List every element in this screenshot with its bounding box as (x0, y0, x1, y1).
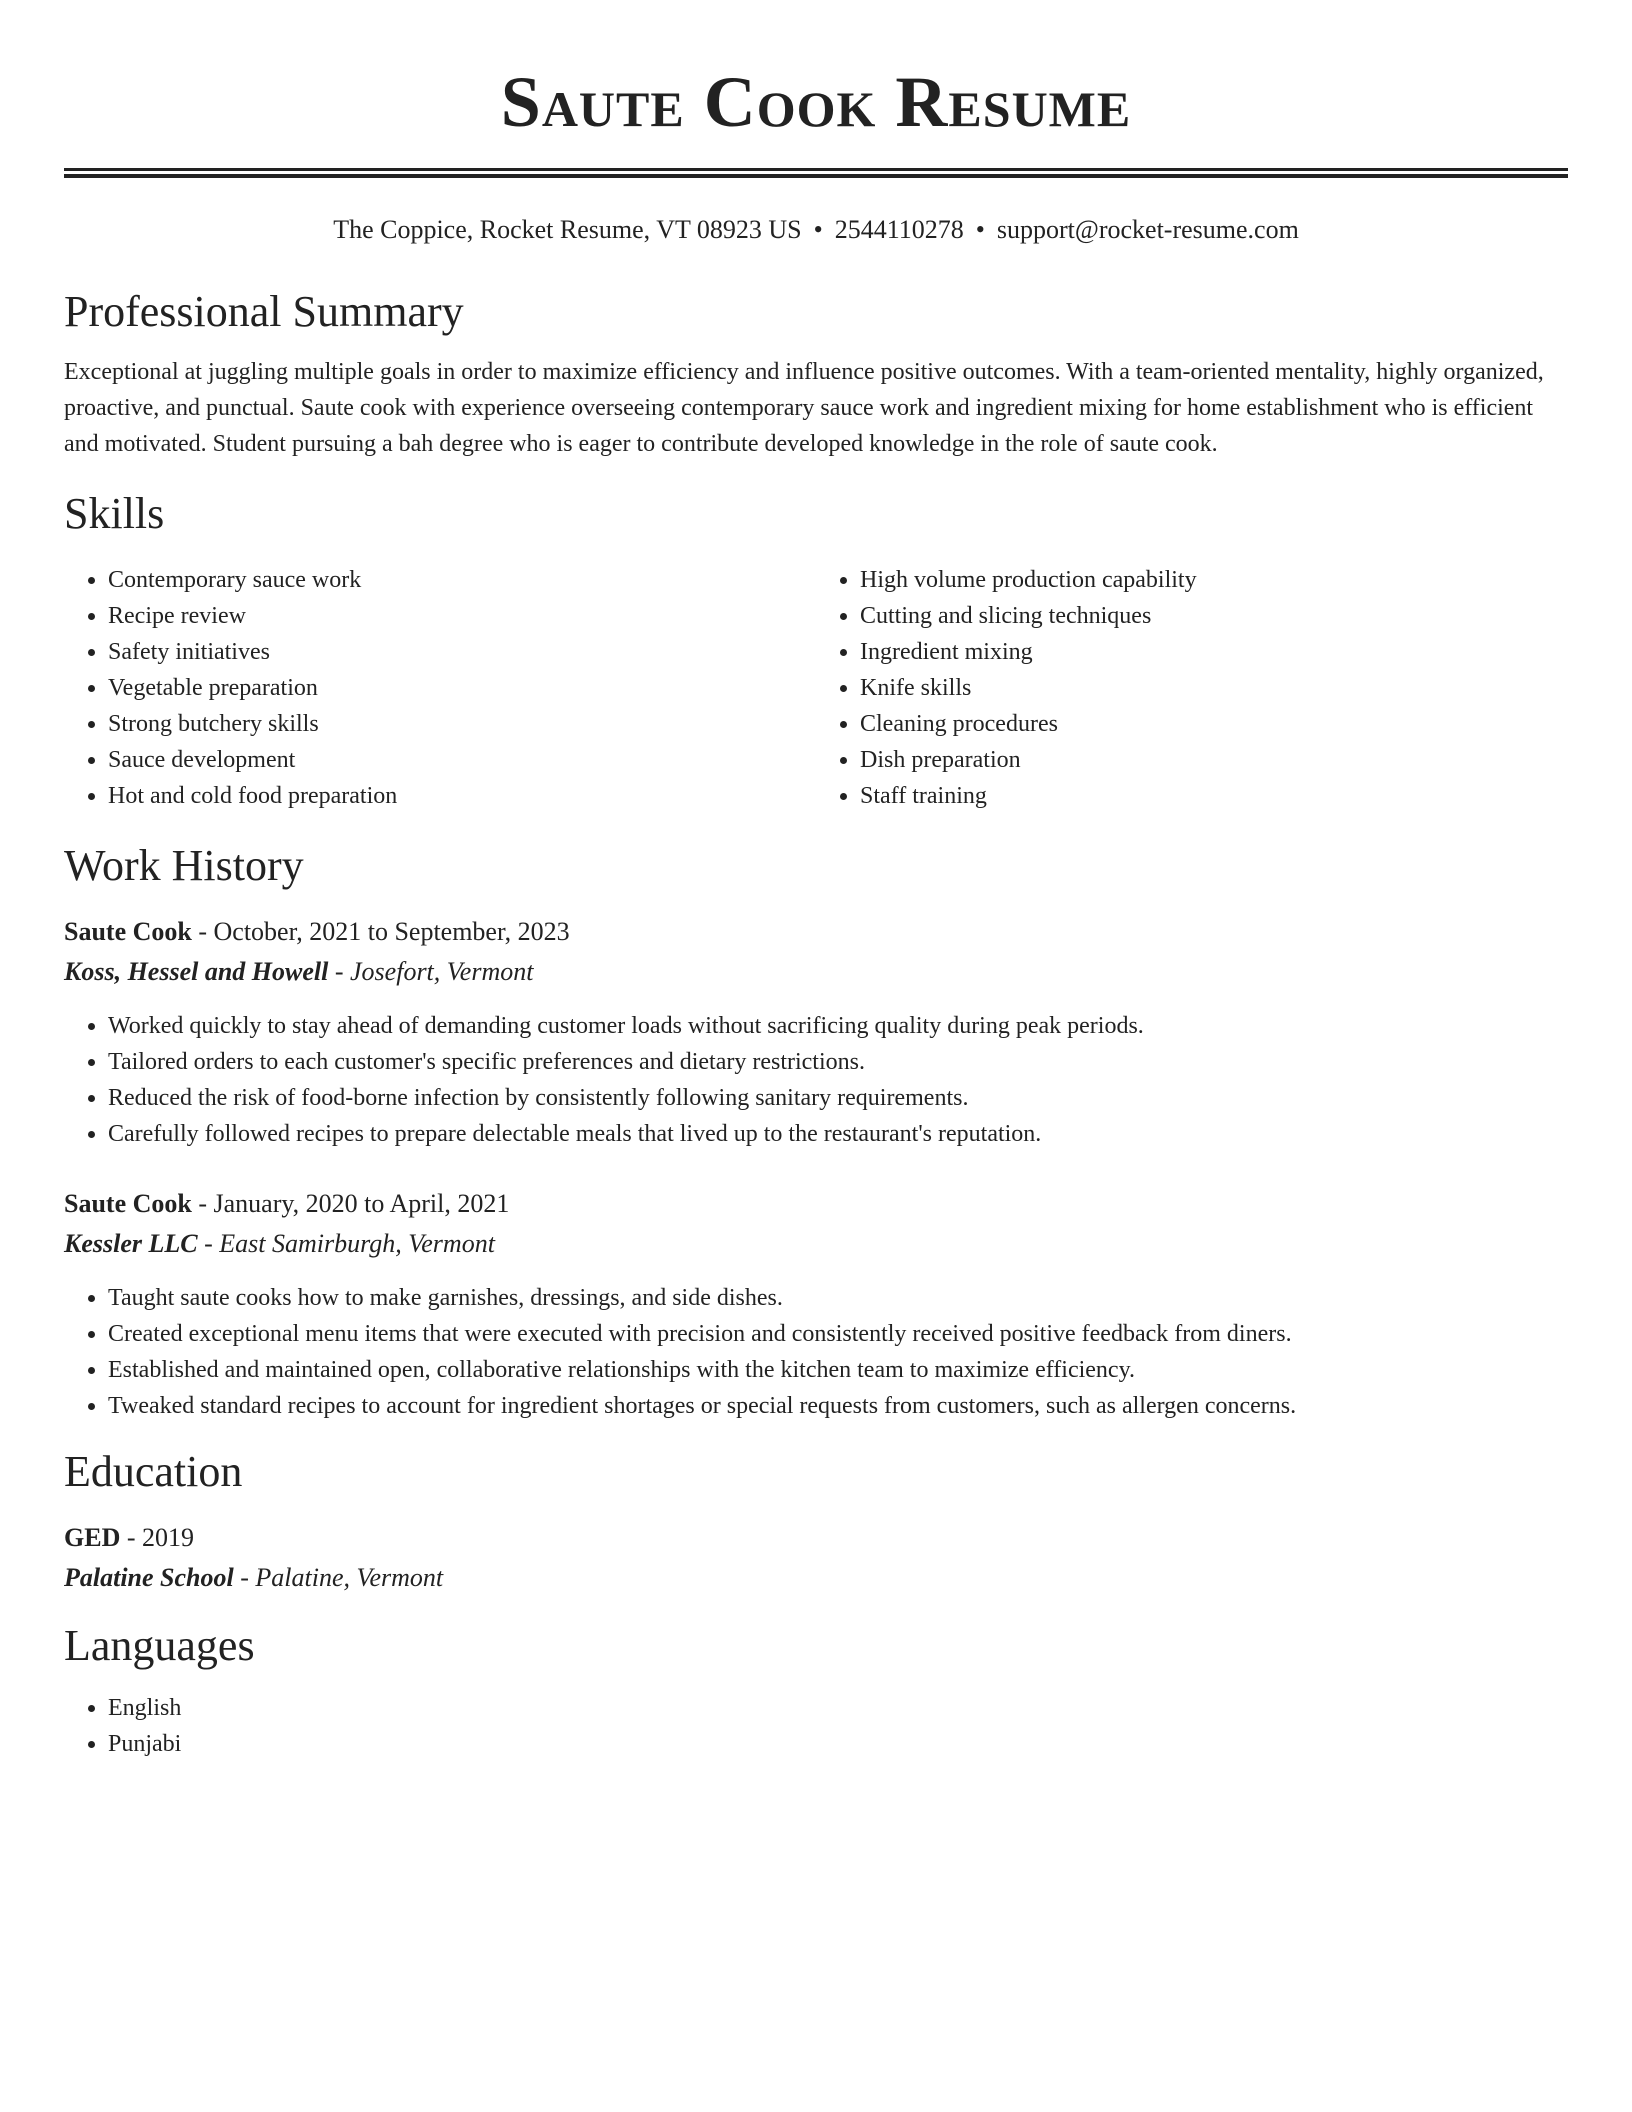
job-employer (64, 954, 1568, 990)
contact-address: The Coppice, Rocket Resume, VT 08923 US (333, 215, 802, 244)
skill-item: • Sauce development (108, 742, 816, 778)
skill-item: • Vegetable preparation (108, 670, 816, 706)
section-heading-work-history: Work History (64, 841, 304, 890)
job-entry (64, 1186, 1568, 1424)
job-location: - East Samirburgh, Vermont (197, 1229, 495, 1258)
skill-item: • Ingredient mixing (860, 634, 1568, 670)
job-heading (64, 914, 1568, 950)
section-heading-skills: Skills (64, 489, 165, 538)
skill-item: • Staff training (860, 778, 1568, 814)
skill-item: • Dish preparation (860, 742, 1568, 778)
skill-item: • Recipe review (108, 598, 816, 634)
languages-list (64, 1690, 1568, 1762)
job-bullet: • Reduced the risk of food-borne infection by consistently following sanitary requirements. (108, 1080, 1568, 1116)
job-dates: - January, 2020 to April, 2021 (191, 1189, 510, 1218)
contact-phone[interactable]: 2544110278 (834, 215, 964, 244)
skill-item: • Strong butchery skills (108, 706, 816, 742)
job-bullet: • Taught saute cooks how to make garnishes, dressings, and side dishes. (108, 1280, 1568, 1316)
section-heading-education: Education (64, 1447, 243, 1496)
education-institution (64, 1560, 1568, 1596)
education-degree: GED (64, 1523, 121, 1552)
job-bullet: • Created exceptional menu items that were executed with precision and consistently received positive feedback from diners. (108, 1316, 1568, 1352)
section-heading-professional-summary: Professional Summary (64, 287, 464, 336)
job-heading (64, 1186, 1568, 1222)
job-bullet: • Tailored orders to each customer's specific preferences and dietary restrictions. (108, 1044, 1568, 1080)
language-item: • English (108, 1690, 1568, 1726)
skills-columns (64, 562, 1568, 814)
job-company: Koss, Hessel and Howell (64, 957, 329, 986)
skills-list-right (816, 562, 1568, 814)
job-entry (64, 914, 1568, 1152)
education-heading (64, 1520, 1568, 1556)
job-title: Saute Cook (64, 917, 192, 946)
job-company: Kessler LLC (64, 1229, 198, 1258)
job-location: - Josefort, Vermont (328, 957, 534, 986)
summary-paragraph: Exceptional at juggling multiple goals in order to maximize efficiency and influence positive outcomes. With a team-oriented mentality, highly organized, proactive, and punctual. Saute cook with experience overseeing contemporary sauce work and ingredient mixing for home establishment who is efficient and motivated. Student pursuing a bah degree who is eager to contribute developed knowledge in the role of saute cook. (64, 359, 1544, 457)
skill-item: • Contemporary sauce work (108, 562, 816, 598)
job-bullet-list (64, 1280, 1568, 1424)
contact-line (64, 214, 1568, 246)
job-bullet: • Tweaked standard recipes to account for ingredient shortages or special requests from customers, such as allergen concerns. (108, 1388, 1568, 1424)
language-item: • Punjabi (108, 1726, 1568, 1762)
contact-separator: • (813, 215, 823, 244)
skill-item: • Hot and cold food preparation (108, 778, 816, 814)
job-employer (64, 1226, 1568, 1262)
job-bullet: • Established and maintained open, collaborative relationships with the kitchen team to maximize efficiency. (108, 1352, 1568, 1388)
education-year: - 2019 (120, 1523, 195, 1552)
contact-separator: • (975, 215, 985, 244)
education-location: - Palatine, Vermont (233, 1563, 444, 1592)
resume-title: Saute Cook Resume (500, 62, 1132, 142)
skill-item: • Safety initiatives (108, 634, 816, 670)
skills-list-left (64, 562, 816, 814)
title-double-rule (64, 168, 1568, 178)
job-bullet-list (64, 1008, 1568, 1152)
contact-email[interactable]: support@rocket-resume.com (996, 215, 1299, 244)
job-title: Saute Cook (64, 1189, 192, 1218)
job-bullet: • Carefully followed recipes to prepare delectable meals that lived up to the restaurant's reputation. (108, 1116, 1568, 1152)
skill-item: • High volume production capability (860, 562, 1568, 598)
education-school: Palatine School (64, 1563, 234, 1592)
skill-item: • Knife skills (860, 670, 1568, 706)
skill-item: • Cleaning procedures (860, 706, 1568, 742)
section-heading-languages: Languages (64, 1621, 255, 1670)
job-bullet: • Worked quickly to stay ahead of demanding customer loads without sacrificing quality during peak periods. (108, 1008, 1568, 1044)
job-dates: - October, 2021 to September, 2023 (191, 917, 570, 946)
skill-item: • Cutting and slicing techniques (860, 598, 1568, 634)
